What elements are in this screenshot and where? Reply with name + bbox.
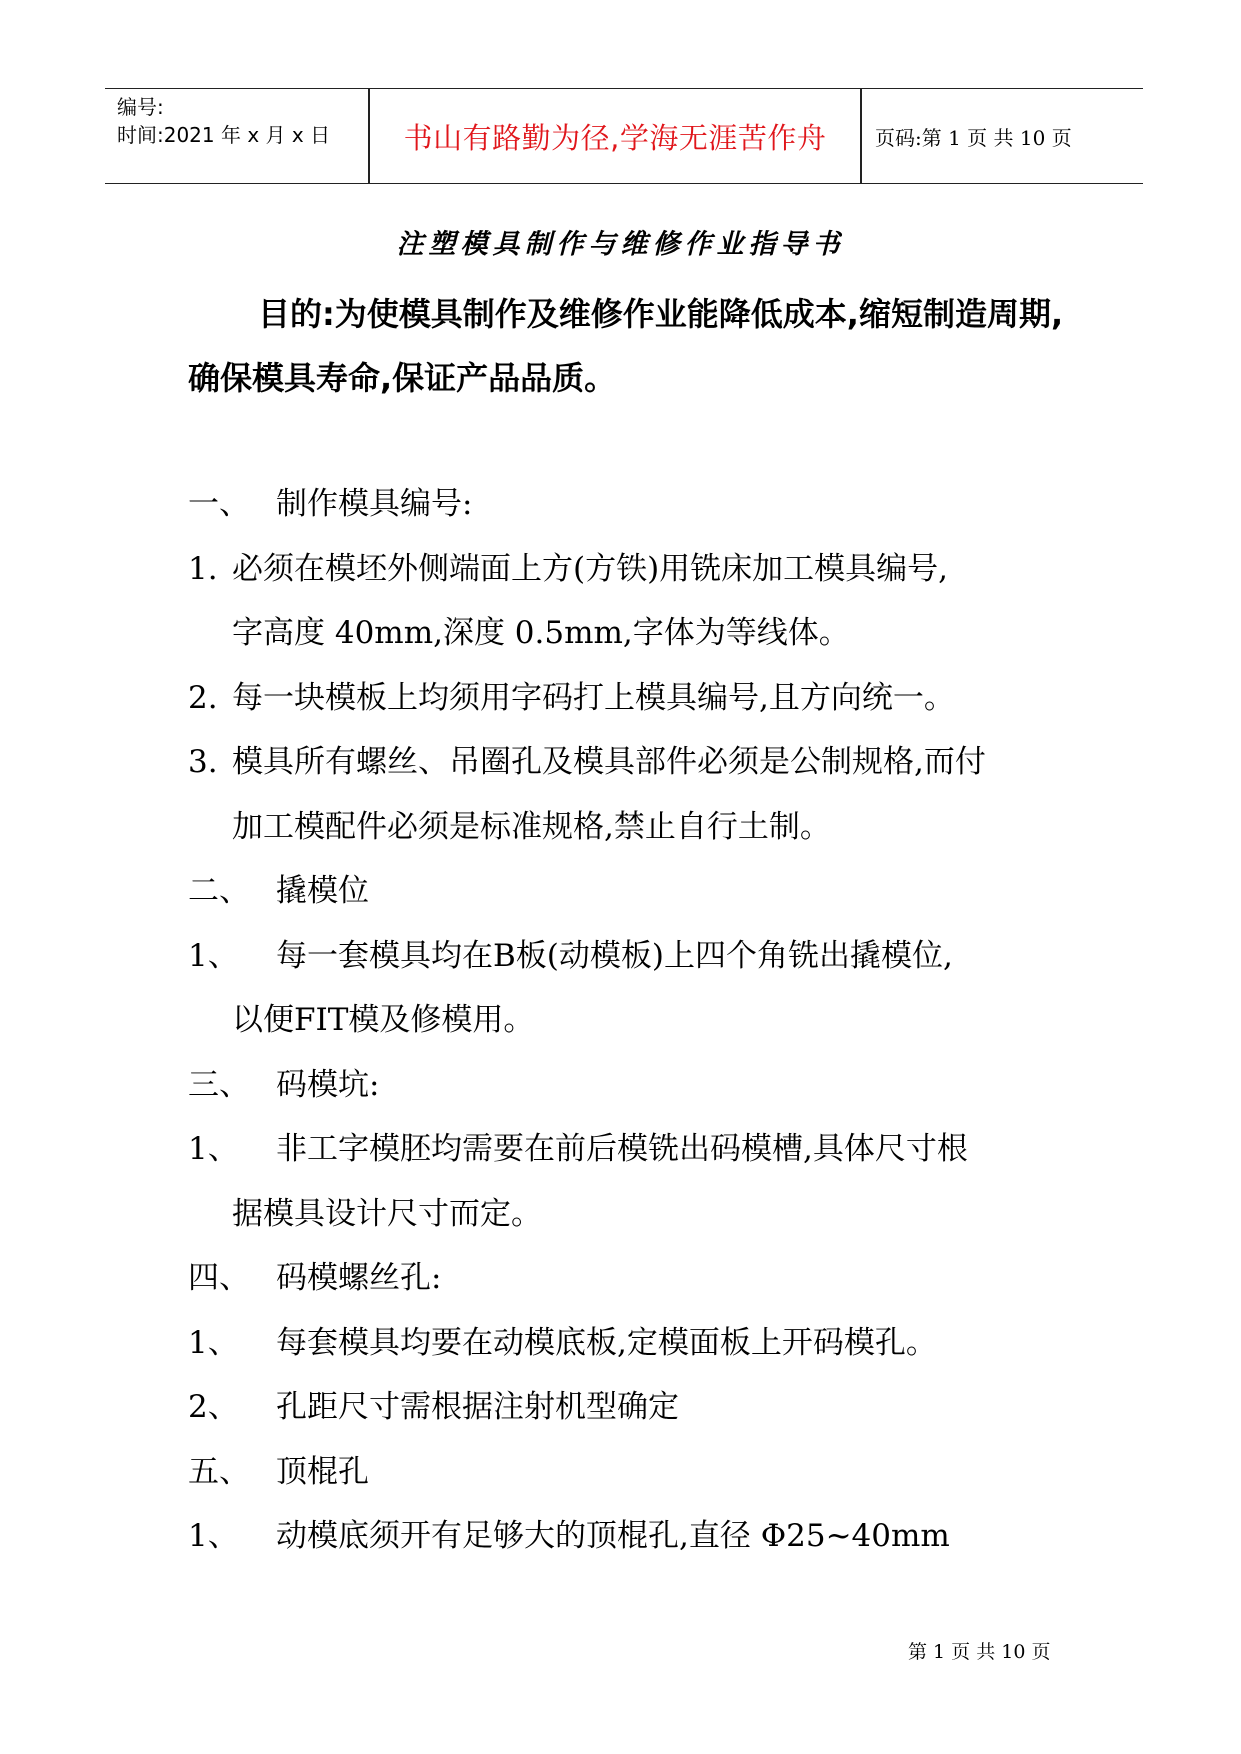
item-text: 孔距尺寸需根据注射机型确定 xyxy=(276,1389,679,1425)
page-footer: 第 1 页 共 10 页 xyxy=(908,1641,1051,1663)
list-item xyxy=(188,1323,1118,1363)
item-number: 五、 xyxy=(188,1454,250,1490)
list-item xyxy=(188,1129,1118,1169)
item-text: 制作模具编号: xyxy=(276,486,473,522)
item-text: 码模螺丝孔: xyxy=(276,1260,442,1296)
item-number: 3. xyxy=(188,744,218,780)
item-text: 字高度 40mm,深度 0.5mm,字体为等线体。 xyxy=(232,615,850,651)
list-item xyxy=(188,871,1118,911)
item-text: 据模具设计尺寸而定。 xyxy=(232,1196,542,1232)
list-item xyxy=(188,1258,1118,1298)
header-motto: 书山有路勤为径,学海无涯苦作舟 xyxy=(403,120,827,155)
list-item xyxy=(188,484,1118,524)
item-number: 三、 xyxy=(188,1067,250,1103)
document-number-label: 编号: xyxy=(117,95,164,119)
item-number: 四、 xyxy=(188,1260,250,1296)
header-meta xyxy=(117,93,367,149)
item-text: 每一套模具均在B板(动模板)上四个角铣出撬模位, xyxy=(276,938,953,974)
list-item xyxy=(188,1452,1118,1492)
item-number: 1、 xyxy=(188,1518,239,1554)
item-text: 加工模配件必须是标准规格,禁止自行土制。 xyxy=(232,809,831,845)
list-item xyxy=(188,1065,1118,1105)
item-number: 2、 xyxy=(188,1389,239,1425)
header-divider xyxy=(860,89,862,183)
item-text: 撬模位 xyxy=(276,873,369,909)
item-text: 每一块模板上均须用字码打上模具编号,且方向统一。 xyxy=(232,680,955,716)
item-text: 码模坑: xyxy=(276,1067,380,1103)
list-item-continuation xyxy=(188,613,1118,653)
item-text: 动模底须开有足够大的顶棍孔,直径 Φ25~40mm xyxy=(276,1518,950,1554)
item-text: 以便FIT模及修模用。 xyxy=(232,1002,535,1038)
item-number: 1. xyxy=(188,551,218,587)
item-number: 1、 xyxy=(188,1131,239,1167)
list-item-continuation xyxy=(188,807,1118,847)
list-item xyxy=(188,936,1118,976)
item-number: 2. xyxy=(188,680,218,716)
list-item xyxy=(188,742,1118,782)
list-item xyxy=(188,1387,1118,1427)
list-item-continuation xyxy=(188,1000,1118,1040)
list-item-continuation xyxy=(188,1194,1118,1234)
list-item xyxy=(188,549,1118,589)
document-date-label: 时间:2021 年 x 月 x 日 xyxy=(117,123,331,147)
item-text: 必须在模坯外侧端面上方(方铁)用铣床加工模具编号, xyxy=(232,551,949,587)
list-item xyxy=(188,1516,1118,1556)
header-page-info: 页码:第 1 页 共 10 页 xyxy=(875,125,1072,150)
item-number: 一、 xyxy=(188,486,250,522)
document-title: 注塑模具制作与维修作业指导书 xyxy=(396,229,845,260)
page-header xyxy=(105,88,1143,184)
item-text: 每套模具均要在动模底板,定模面板上开码模孔。 xyxy=(276,1325,937,1361)
purpose-paragraph: 目的:为使模具制作及维修作业能降低成本,缩短制造周期,确保模具寿命,保证产品品质。 xyxy=(188,295,1064,397)
item-text: 顶棍孔 xyxy=(276,1454,369,1490)
item-text: 非工字模胚均需要在前后模铣出码模槽,具体尺寸根 xyxy=(276,1131,968,1167)
list-item xyxy=(188,678,1118,718)
item-number: 二、 xyxy=(188,873,250,909)
item-number: 1、 xyxy=(188,938,239,974)
item-number: 1、 xyxy=(188,1325,239,1361)
item-text: 模具所有螺丝、吊圈孔及模具部件必须是公制规格,而付 xyxy=(232,744,986,780)
